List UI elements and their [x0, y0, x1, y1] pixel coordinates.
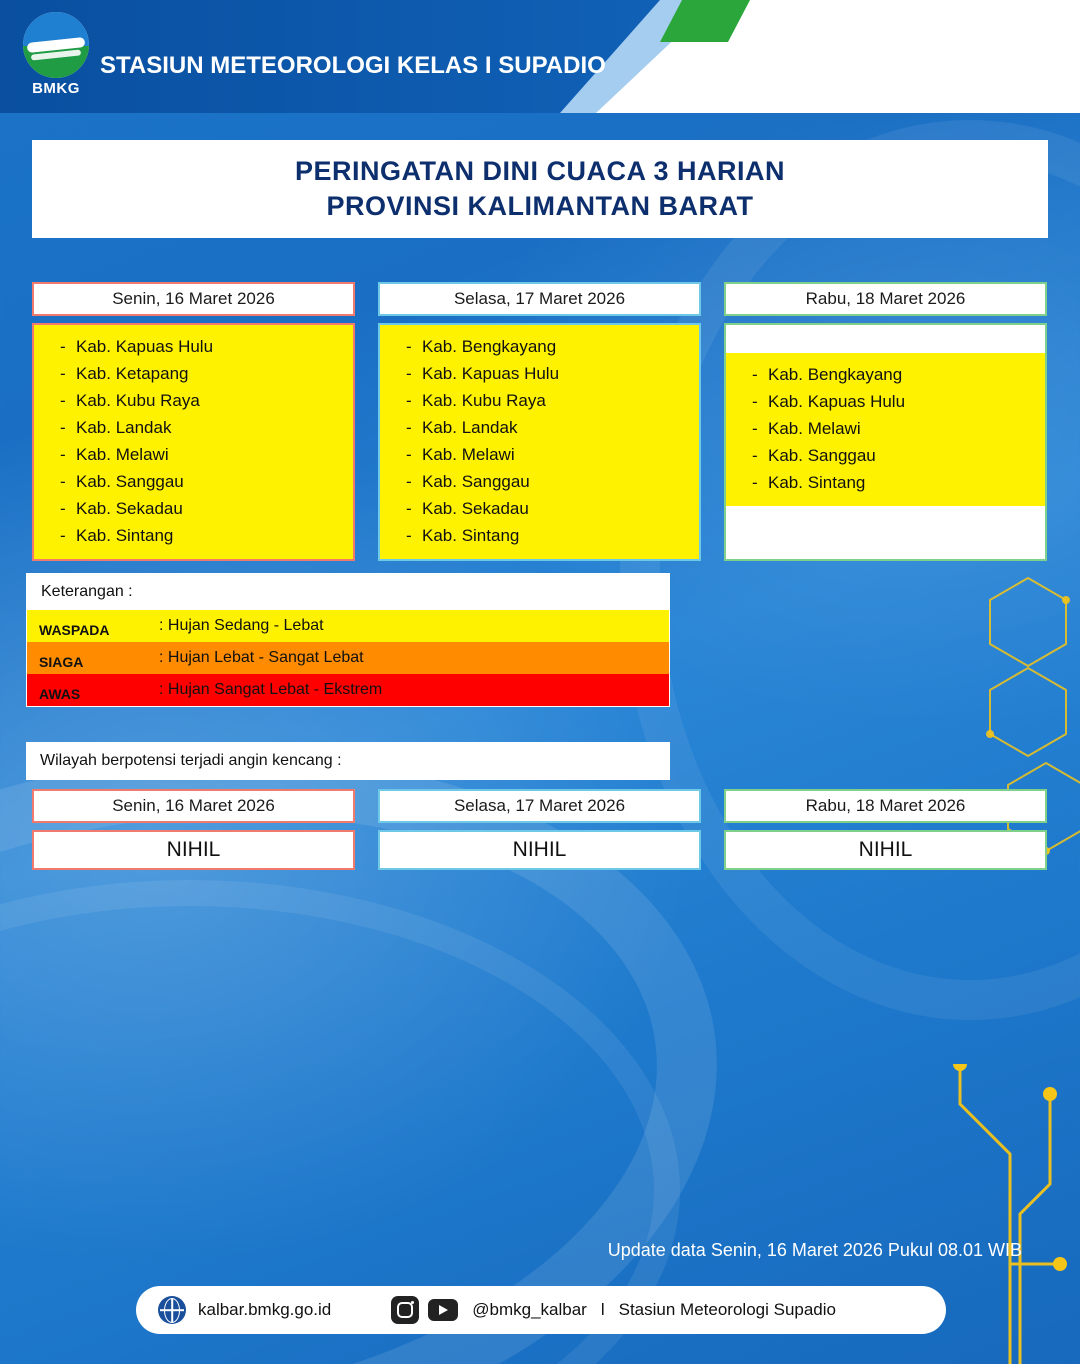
website-link[interactable]: kalbar.bmkg.go.id [198, 1300, 332, 1319]
page-header [0, 0, 1080, 113]
area-label: Kab. Sanggau [76, 471, 184, 491]
list-item: - Kab. Ketapang [60, 363, 189, 383]
forecast-column-3 [724, 282, 1047, 561]
youtube-icon[interactable] [428, 1299, 458, 1321]
legend-row-siaga [27, 642, 669, 674]
legend-label: SIAGA [39, 654, 84, 670]
area-label: Kab. Kubu Raya [422, 390, 546, 410]
forecast-list-1-fill [34, 325, 353, 559]
list-item: - Kab. Sintang [752, 472, 866, 492]
forecast-column-1 [32, 282, 355, 561]
area-label: Kab. Kapuas Hulu [768, 391, 906, 411]
list-item: - Kab. Melawi [60, 444, 169, 464]
area-label: Kab. Kubu Raya [76, 390, 200, 410]
forecast-list-3-fill [726, 353, 1045, 506]
wind-section-title: Wilayah berpotensi terjadi angin kencang : [26, 742, 670, 780]
bmkg-logo [20, 12, 92, 100]
legend-row-waspada [27, 610, 669, 642]
legend-row-awas [27, 674, 669, 706]
list-item: - Kab. Sekadau [406, 498, 529, 518]
area-label: Kab. Sekadau [76, 498, 183, 518]
header-title: STASIUN METEOROLOGI KELAS I SUPADIO [100, 52, 606, 79]
wind-date-1: Senin, 16 Maret 2026 [32, 789, 355, 823]
area-label: Kab. Landak [422, 417, 518, 437]
wind-value-3: NIHIL [724, 830, 1047, 870]
legend-title: Keterangan : [27, 574, 669, 610]
list-item: - Kab. Sintang [406, 525, 520, 545]
area-label: Kab. Melawi [422, 444, 515, 464]
area-label: Kab. Sintang [768, 472, 866, 492]
area-label: Kab. Melawi [76, 444, 169, 464]
instagram-icon[interactable] [391, 1296, 419, 1324]
area-label: Kab. Sanggau [768, 445, 876, 465]
list-item: - Kab. Kapuas Hulu [406, 363, 560, 383]
wind-value-2: NIHIL [378, 830, 701, 870]
list-item: - Kab. Landak [406, 417, 518, 437]
area-label: Kab. Sekadau [422, 498, 529, 518]
area-label: Kab. Melawi [768, 418, 861, 438]
area-label: Kab. Kapuas Hulu [422, 363, 560, 383]
legend-desc: : Hujan Lebat - Sangat Lebat [159, 649, 364, 666]
page-title-line2: PROVINSI KALIMANTAN BARAT [326, 191, 754, 221]
wind-column-1 [32, 789, 355, 870]
list-item: - Kab. Sintang [60, 525, 174, 545]
forecast-column-2 [378, 282, 701, 561]
area-label: Kab. Bengkayang [768, 364, 903, 384]
area-label: Kab. Sintang [76, 525, 174, 545]
update-timestamp: Update data Senin, 16 Maret 2026 Pukul 08.01 WIB [607, 1240, 1022, 1260]
list-item: - Kab. Kubu Raya [60, 390, 200, 410]
globe-icon [158, 1296, 186, 1324]
wind-column-3 [724, 789, 1047, 870]
legend-label: AWAS [39, 686, 81, 702]
bmkg-logo-icon [23, 12, 89, 78]
forecast-list-3 [724, 323, 1047, 561]
wind-column-2 [378, 789, 701, 870]
footer-bar [136, 1286, 946, 1334]
page-title [32, 140, 1048, 238]
forecast-date-3: Rabu, 18 Maret 2026 [724, 282, 1047, 316]
list-item: - Kab. Kapuas Hulu [752, 391, 906, 411]
list-item: - Kab. Sanggau [406, 471, 530, 491]
list-item: - Kab. Bengkayang [752, 364, 903, 384]
background-swoosh-3 [620, 120, 1080, 1020]
list-item: - Kab. Sanggau [752, 445, 876, 465]
list-item: - Kab. Melawi [752, 418, 861, 438]
footer-separator: l [600, 1300, 605, 1319]
area-label: Kab. Ketapang [76, 363, 189, 383]
wind-value-1: NIHIL [32, 830, 355, 870]
list-item: - Kab. Sanggau [60, 471, 184, 491]
legend-label: WASPADA [39, 622, 110, 638]
area-label: Kab. Sintang [422, 525, 520, 545]
legend-desc: : Hujan Sedang - Lebat [159, 617, 324, 634]
list-item: - Kab. Kubu Raya [406, 390, 546, 410]
forecast-date-1: Senin, 16 Maret 2026 [32, 282, 355, 316]
forecast-list-2 [378, 323, 701, 561]
list-item: - Kab. Kapuas Hulu [60, 336, 214, 356]
list-item: - Kab. Landak [60, 417, 172, 437]
social-handle[interactable]: @bmkg_kalbar [472, 1300, 587, 1319]
list-item: - Kab. Melawi [406, 444, 515, 464]
area-label: Kab. Sanggau [422, 471, 530, 491]
wind-date-2: Selasa, 17 Maret 2026 [378, 789, 701, 823]
forecast-list-1 [32, 323, 355, 561]
bmkg-logo-label: BMKG [32, 80, 80, 97]
social-icons [391, 1296, 458, 1324]
forecast-list-2-fill [380, 325, 699, 559]
list-item: - Kab. Sekadau [60, 498, 183, 518]
area-label: Kab. Kapuas Hulu [76, 336, 214, 356]
legend-desc: : Hujan Sangat Lebat - Ekstrem [159, 681, 383, 698]
list-item: - Kab. Bengkayang [406, 336, 557, 356]
page-title-line1: PERINGATAN DINI CUACA 3 HARIAN [294, 156, 785, 187]
wind-date-3: Rabu, 18 Maret 2026 [724, 789, 1047, 823]
legend-panel [26, 573, 670, 707]
area-label: Kab. Landak [76, 417, 172, 437]
station-name: Stasiun Meteorologi Supadio [618, 1300, 836, 1319]
forecast-date-2: Selasa, 17 Maret 2026 [378, 282, 701, 316]
area-label: Kab. Bengkayang [422, 336, 557, 356]
